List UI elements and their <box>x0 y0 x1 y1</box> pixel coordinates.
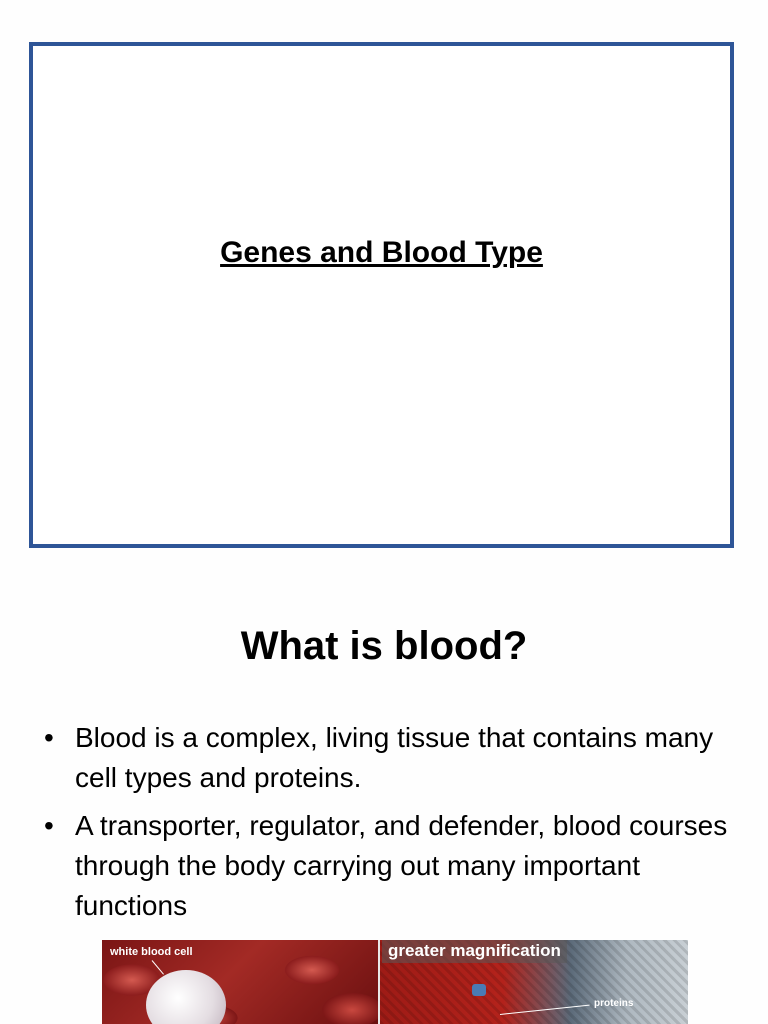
title-slide <box>29 42 734 548</box>
bullet-item <box>44 806 734 926</box>
platelet-image <box>472 984 486 996</box>
title-slide-heading: Genes and Blood Type <box>220 236 543 269</box>
proteins-label: proteins <box>594 998 634 1009</box>
bullet-symbol: • <box>44 810 54 841</box>
magnified-panel <box>380 940 688 1024</box>
bullet-symbol: • <box>44 722 54 753</box>
greater-magnification-label: greater magnification <box>382 940 567 963</box>
label-pointer <box>500 1005 590 1015</box>
slide-heading: What is blood? <box>240 624 528 668</box>
blood-cells-illustration <box>102 940 688 1024</box>
bullet-list <box>44 718 734 934</box>
bullet-text: Blood is a complex, living tissue that contains many cell types and proteins. <box>75 722 714 793</box>
bullet-text: A transporter, regulator, and defender, blood courses through the body carrying out many important functions <box>75 810 728 921</box>
white-blood-cell-label: white blood cell <box>110 946 193 958</box>
label-pointer <box>152 960 164 974</box>
white-blood-cell-image <box>146 970 226 1024</box>
bullet-item <box>44 718 734 798</box>
blood-vessel-panel <box>102 940 378 1024</box>
